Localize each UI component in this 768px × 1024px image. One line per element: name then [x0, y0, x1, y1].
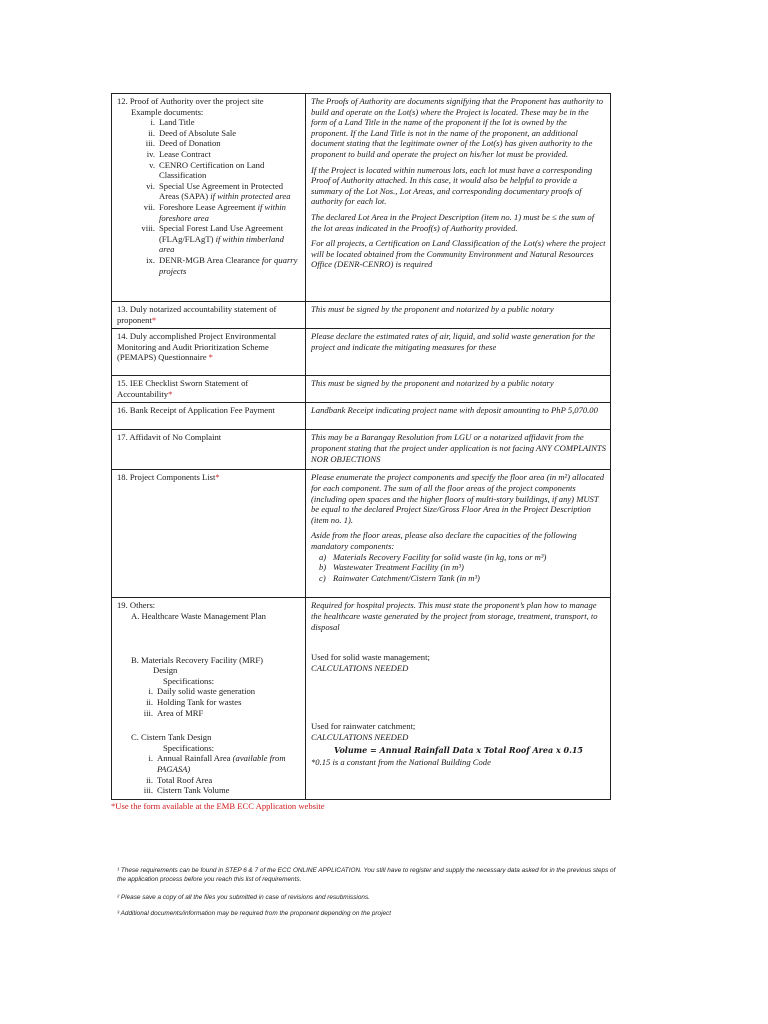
list-qualifier: if within protected area: [210, 191, 291, 202]
description-cell: [306, 329, 611, 376]
section-b-label-line2: Design: [153, 665, 178, 676]
description-cell: [306, 598, 611, 799]
constant-note: *0.15 is a constant from the National Building Code: [311, 757, 491, 768]
list-text: Foreshore Lease Agreement: [159, 201, 256, 212]
list-text: Lease Contract: [159, 148, 211, 159]
list-number: viii.: [141, 223, 155, 234]
requirement-cell: [112, 302, 306, 329]
section-c-spec-label: Specifications:: [163, 742, 215, 753]
list-number: b): [319, 562, 327, 573]
list-item: [117, 775, 301, 786]
description-text: This may be a Barangay Resolution from LGU or a notarized affidavit from the proponent stating that the project under application is not facing ANY COMPLAINTS NOR OBJECTIONS: [311, 432, 606, 464]
list-text: Wastewater Treatment Facility (in m³): [333, 562, 464, 573]
requirement-label: 16. Bank Receipt of Application Fee Payment: [117, 405, 275, 416]
requirement-cell: [112, 376, 306, 403]
description-text: Please declare the estimated rates of air, liquid, and solid waste generation for the project and indicate the mitigating measures for these: [311, 331, 595, 352]
table-row: [112, 329, 611, 376]
description-cell: [306, 430, 611, 470]
description-text: The Proofs of Authority are documents signifying that the Proponent has authority to build and operate on the Lot(s) where the Project is located. These may be in the form of a Land Title in the name of the proponent if the lot is owned by the proponent. If the Land Title is not in the name of the proponent, an additional document stating that the legitimate owner of the Lot(s) has given authority to the proponent to build and operate the project on his/her lot must be provided.: [311, 96, 604, 159]
description-cell: [306, 94, 611, 302]
list-item: [117, 708, 301, 719]
list-text: Rainwater Catchment/Cistern Tank (in m³): [333, 572, 480, 583]
required-star: *: [168, 388, 173, 399]
list-text: Cistern Tank Volume: [157, 785, 230, 796]
description-text: Landbank Receipt indicating project name with deposit amounting to PhP 5,070.00: [311, 405, 598, 416]
requirement-label: 15. IEE Checklist Sworn Statement of Accountability: [117, 378, 249, 399]
list-number: iii.: [143, 707, 153, 718]
list-text: Land Title: [159, 117, 195, 128]
description-text: This must be signed by the proponent and notarized by a public notary: [311, 378, 554, 389]
table-row: [112, 376, 611, 403]
requirement-cell: [112, 430, 306, 470]
section-c-description: Used for rainwater catchment;: [311, 721, 416, 732]
section-a-label: A. Healthcare Waste Management Plan: [131, 610, 266, 621]
list-text: Special Use Agreement in Protected Areas (SAPA): [159, 180, 284, 202]
footnote-3: ³ Additional documents/information may be required from the proponent depending on the project: [117, 910, 392, 917]
list-number: ii.: [146, 774, 153, 785]
table-row: [112, 598, 611, 799]
table-row: [112, 430, 611, 470]
requirements-table: [111, 93, 611, 800]
table-row: [112, 302, 611, 329]
list-qualifier: for quarry projects: [159, 254, 298, 276]
list-item: [117, 202, 301, 223]
section-c-spec-list: [117, 753, 301, 795]
requirement-label: 19. Others:: [117, 600, 156, 611]
list-number: ii.: [148, 127, 155, 138]
list-text: CENRO Certification on Land Classification: [159, 159, 265, 181]
description-text: Aside from the floor areas, please also declare the capacities of the following mandatory components:: [311, 530, 577, 551]
list-number: iv.: [146, 148, 155, 159]
list-qualifier: if within foreshore area: [159, 201, 286, 223]
list-text: Daily solid waste generation: [157, 686, 256, 697]
list-item: [311, 552, 606, 563]
list-text: Deed of Donation: [159, 138, 221, 149]
footnote-1: ¹ These requirements can be found in STEP 6 & 7 of the ECC ONLINE APPLICATION. You still have to register and supply the necessary data asked for in the previous steps of the application process before you reach this list of requirements.: [117, 867, 616, 883]
section-b-description: Used for solid waste management;: [311, 652, 430, 663]
description-cell: [306, 302, 611, 329]
list-item: [117, 160, 301, 181]
requirement-label: 18. Project Components List: [117, 472, 216, 483]
table-row: [112, 94, 611, 302]
list-qualifier: (available from PAGASA): [157, 753, 286, 774]
list-number: i.: [150, 117, 155, 128]
section-c-calc-note: CALCULATIONS NEEDED: [311, 731, 409, 742]
description-cell: [306, 376, 611, 403]
table-row: [112, 403, 611, 430]
list-number: i.: [148, 686, 153, 697]
section-b-label: B. Materials Recovery Facility (MRF): [131, 654, 263, 665]
required-star: *: [151, 314, 157, 325]
requirements-document: [111, 93, 611, 811]
requirement-label: 12. Proof of Authority over the project site: [117, 96, 264, 106]
description-text: This must be signed by the proponent and notarized by a public notary: [311, 304, 554, 314]
list-number: iii.: [145, 138, 155, 149]
list-number: c): [319, 572, 326, 583]
mandatory-components-list: [311, 552, 606, 584]
required-star: *: [208, 352, 213, 363]
list-item: [117, 128, 301, 139]
list-item: [117, 255, 301, 276]
description-text: Please enumerate the project components and specify the floor area (in m²) allocated for each component. The sum of all the floor areas of the project components (including open spaces and the higher floors of multi-story buildings, if any) MUST be equal to the declared Project Size/Gross Floor Area in the Project Description (item no. 1).: [311, 472, 605, 525]
requirement-cell: [112, 329, 306, 376]
description-text: If the Project is located within numerous lots, each lot must have a corresponding Proof of Authority attached. In this case, it would also be helpful to provide a summary of the Lot Nos., Lot Areas, and corresponding documentary proofs of authority for each lot.: [311, 164, 593, 207]
description-text: For all projects, a Certification on Land Classification of the Lot(s) where the project will be located obtained from the Community Environment and Natural Resources Office (DENR-CENRO) is required: [311, 238, 606, 270]
requirement-label: 14. Duly accomplished Project Environmental Monitoring and Audit Prioritization Scheme (PEMAPS) Questionnaire: [117, 331, 277, 363]
list-number: ii.: [146, 696, 153, 707]
example-documents-list: [117, 117, 301, 276]
description-text: The declared Lot Area in the Project Description (item no. 1) must be ≤ the sum of the lot areas indicated in the Proof(s) of Authority provided.: [311, 211, 595, 233]
list-text: Deed of Absolute Sale: [159, 127, 237, 138]
section-a-description: Required for hospital projects. This must state the proponent’s plan how to manage the healthcare waste generated by the project from storage, treatment, transport, to disposal: [311, 600, 598, 632]
list-text: Special Forest Land Use Agreement (FLAg/FLAgT): [159, 223, 284, 244]
list-text: DENR-MGB Area Clearance: [159, 254, 260, 265]
section-b-calc-note: CALCULATIONS NEEDED: [311, 662, 409, 673]
requirement-label: 13. Duly notarized accountability statement of proponent: [117, 304, 277, 325]
form-note: *Use the form available at the EMB ECC Application website: [111, 800, 325, 811]
section-c-label: C. Cistern Tank Design: [131, 732, 212, 743]
requirement-cell: [112, 94, 306, 302]
list-item: [117, 785, 301, 796]
list-text: Total Roof Area: [157, 774, 213, 785]
requirement-cell: [112, 403, 306, 430]
list-item: [311, 562, 606, 573]
list-item: [117, 117, 301, 128]
list-item: [117, 697, 301, 708]
list-text: Holding Tank for wastes: [157, 696, 242, 707]
list-number: vi.: [146, 180, 155, 191]
required-star: *: [215, 472, 220, 483]
description-cell: [306, 470, 611, 598]
requirement-cell: [112, 598, 306, 799]
list-item: [117, 753, 301, 774]
list-text: Annual Rainfall Area: [157, 753, 231, 764]
footnote-2: ² Please save a copy of all the files you submitted in case of revisions and resubmissions.: [117, 894, 370, 901]
list-number: v.: [149, 159, 155, 170]
description-cell: [306, 403, 611, 430]
list-item: [117, 181, 301, 202]
list-number: vii.: [143, 201, 155, 212]
list-item: [117, 138, 301, 149]
list-text: Materials Recovery Facility for solid waste (in kg, tons or m³): [333, 551, 547, 562]
list-item: [311, 573, 606, 584]
list-item: [117, 686, 301, 697]
list-qualifier: if within timberland area: [159, 233, 284, 255]
examples-label: Example documents:: [131, 106, 204, 117]
list-item: [117, 223, 301, 255]
section-b-spec-label: Specifications:: [163, 675, 215, 686]
requirement-label: 17. Affidavit of No Complaint: [117, 432, 222, 443]
list-text: Area of MRF: [157, 707, 204, 718]
list-number: iii.: [143, 785, 153, 796]
section-b-spec-list: [117, 686, 301, 718]
list-number: a): [319, 551, 327, 562]
volume-formula: Volume = Annual Rainfall Data x Total Roof Area x 0.15: [334, 744, 583, 755]
list-number: ix.: [146, 254, 155, 265]
requirement-cell: [112, 470, 306, 598]
list-number: i.: [148, 753, 153, 764]
table-row: [112, 470, 611, 598]
list-item: [117, 149, 301, 160]
